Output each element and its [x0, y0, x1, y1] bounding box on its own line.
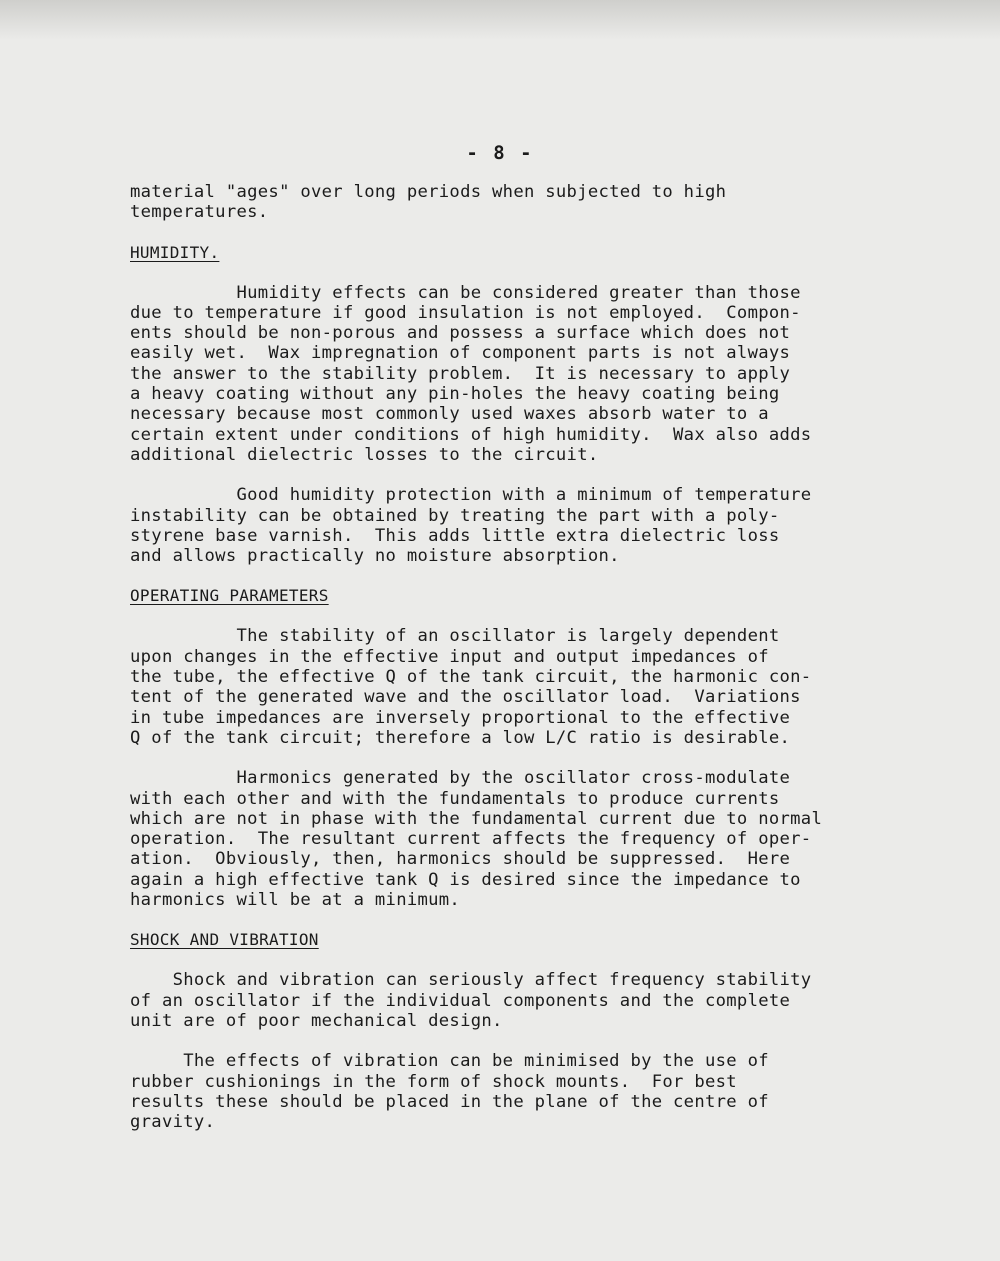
- text-line: with each other and with the fundamentals to produce currents: [130, 788, 780, 809]
- text-line: material "ages" over long periods when subjected to high: [130, 182, 727, 202]
- text-line: harmonics will be at a minimum.: [130, 890, 461, 911]
- text-line: ation. Obviously, then, harmonics should be suppressed. Here: [130, 849, 791, 870]
- intro-paragraph: [130, 182, 920, 223]
- spacer: [130, 606, 920, 626]
- paragraph: [130, 485, 920, 566]
- text-line: Humidity effects can be considered greater than those: [130, 282, 801, 303]
- text-line: the answer to the stability problem. It is necessary to apply: [130, 363, 791, 384]
- text-line: necessary because most commonly used waxes absorb water to a: [130, 404, 769, 425]
- text-line: easily wet. Wax impregnation of component parts is not always: [130, 343, 791, 364]
- text-line: a heavy coating without any pin-holes the heavy coating being: [130, 384, 780, 405]
- text-line: which are not in phase with the fundamental current due to normal: [130, 808, 823, 829]
- text-line: gravity.: [130, 1112, 216, 1133]
- spacer: [130, 1031, 920, 1051]
- spacer: [130, 465, 920, 485]
- text-line: ents should be non-porous and possess a surface which does not: [130, 323, 791, 344]
- spacer: [130, 748, 920, 768]
- text-line: tent of the generated wave and the oscillator load. Variations: [130, 687, 801, 708]
- text-line: due to temperature if good insulation is not employed. Compon-: [130, 302, 801, 323]
- spacer: [130, 223, 920, 243]
- paragraph: [130, 283, 920, 466]
- text-line: operation. The resultant current affects the frequency of oper-: [130, 829, 812, 850]
- paragraph: [130, 1051, 920, 1132]
- spacer: [130, 566, 920, 586]
- text-line: Shock and vibration can seriously affect frequency stability: [130, 970, 812, 991]
- text-line: upon changes in the effective input and output impedances of: [130, 646, 769, 667]
- section-heading: SHOCK AND VIBRATION: [130, 930, 319, 950]
- text-line: again a high effective tank Q is desired since the impedance to: [130, 869, 801, 890]
- text-line: Q of the tank circuit; therefore a low L/C ratio is desirable.: [130, 727, 791, 748]
- text-line: instability can be obtained by treating the part with a poly-: [130, 505, 780, 526]
- page-number: - 8 -: [466, 142, 534, 164]
- text-line: additional dielectric losses to the circuit.: [130, 444, 599, 465]
- text-line: unit are of poor mechanical design.: [130, 1010, 503, 1031]
- text-line: Harmonics generated by the oscillator cross-modulate: [130, 768, 791, 789]
- spacer: [130, 263, 920, 283]
- spacer: [130, 950, 920, 970]
- text-line: temperatures.: [130, 202, 269, 223]
- text-line: rubber cushionings in the form of shock mounts. For best: [130, 1071, 737, 1092]
- text-line: the tube, the effective Q of the tank circuit, the harmonic con-: [130, 667, 812, 688]
- text-line: results these should be placed in the plane of the centre of: [130, 1091, 769, 1112]
- paragraph: [130, 626, 920, 748]
- text-line: of an oscillator if the individual components and the complete: [130, 990, 791, 1011]
- text-line: The stability of an oscillator is largely dependent: [130, 626, 780, 647]
- section-heading: HUMIDITY.: [130, 242, 220, 262]
- paragraph: [130, 970, 920, 1031]
- text-line: styrene base varnish. This adds little extra dielectric loss: [130, 525, 780, 546]
- scan-edge-shadow: [0, 0, 1000, 40]
- text-line: The effects of vibration can be minimised by the use of: [130, 1051, 769, 1072]
- text-line: in tube impedances are inversely proportional to the effective: [130, 707, 791, 728]
- text-line: and allows practically no moisture absorption.: [130, 546, 620, 567]
- text-line: Good humidity protection with a minimum of temperature: [130, 485, 812, 506]
- text-line: certain extent under conditions of high humidity. Wax also adds: [130, 424, 812, 445]
- spacer: [130, 910, 920, 930]
- document-body: [130, 182, 920, 1132]
- section-heading: OPERATING PARAMETERS: [130, 586, 329, 606]
- paragraph: [130, 768, 920, 910]
